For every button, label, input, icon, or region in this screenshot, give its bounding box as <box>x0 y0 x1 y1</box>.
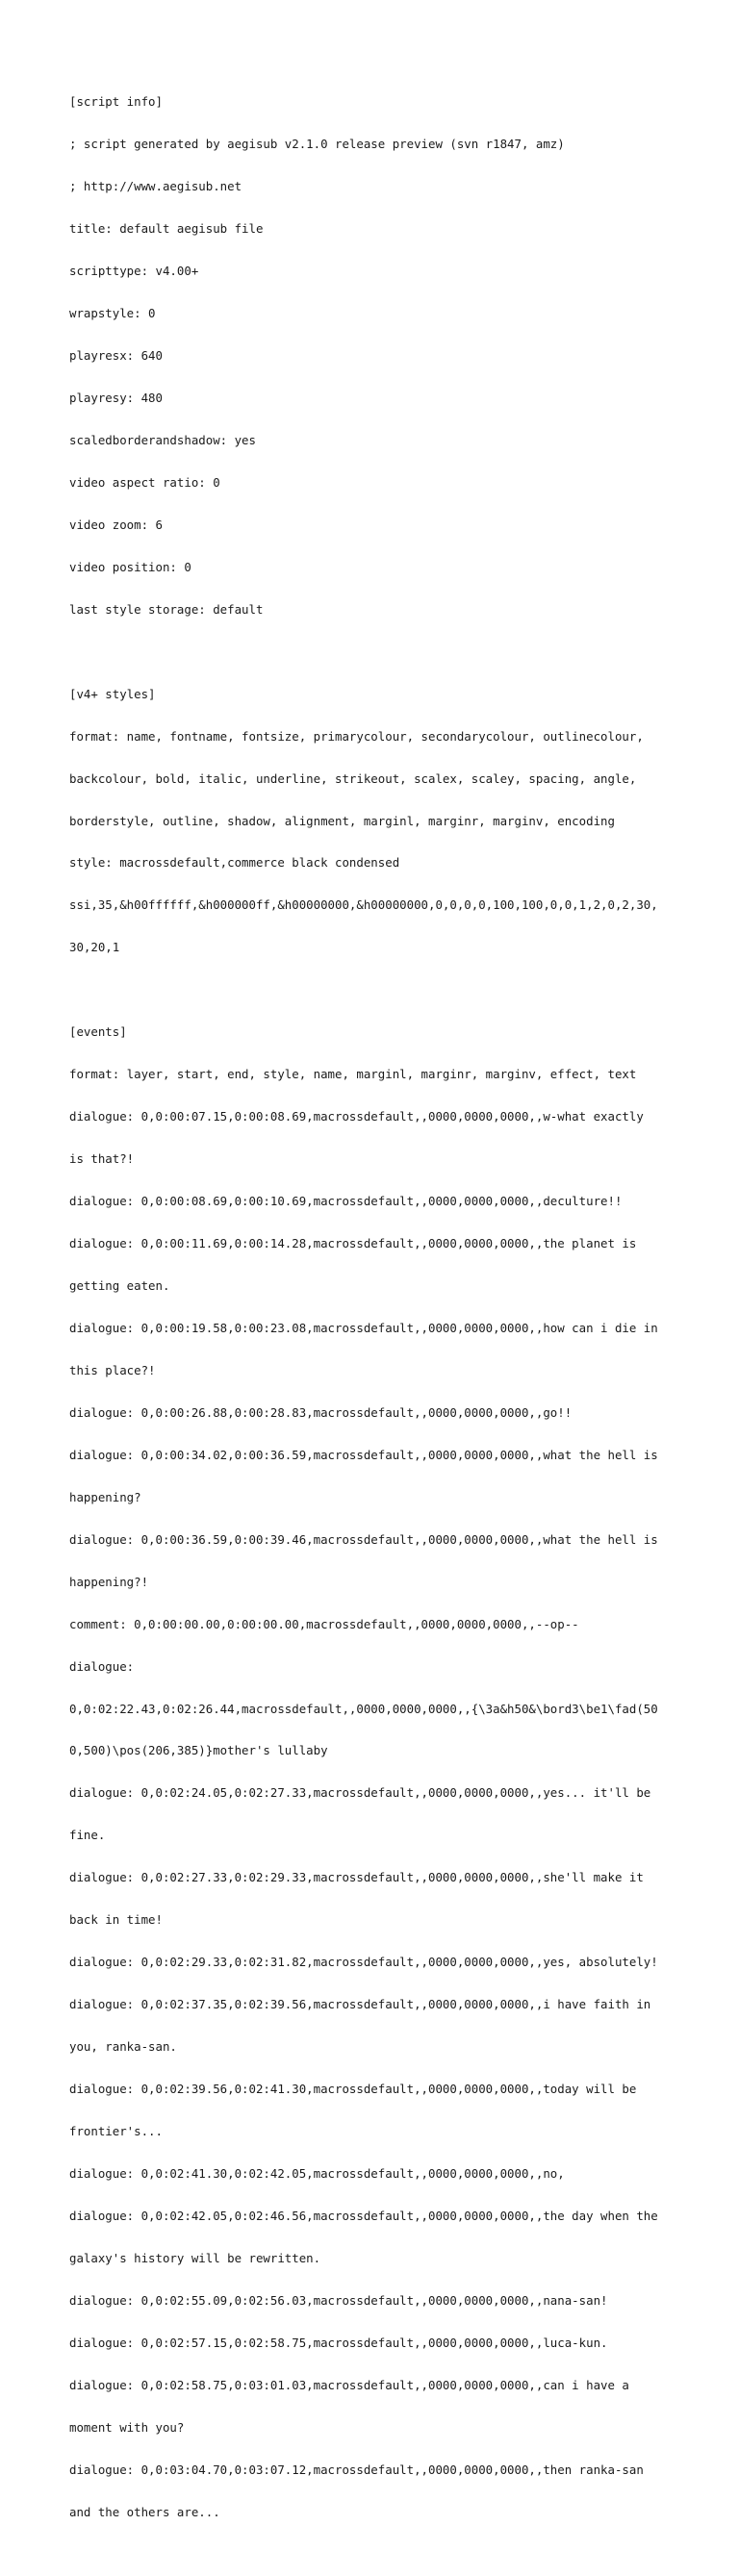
doc-line: ; script generated by aegisub v2.1.0 release preview (svn r1847, amz) <box>69 137 565 152</box>
doc-line: galaxy's history will be rewritten. <box>69 2250 321 2265</box>
doc-line: format: layer, start, end, style, name, marginl, marginr, marginv, effect, text <box>69 1067 637 1082</box>
doc-line: playresy: 480 <box>69 390 163 405</box>
doc-line: and the others are... <box>69 2504 220 2519</box>
doc-line: [script info] <box>69 94 163 110</box>
doc-line: borderstyle, outline, shadow, alignment, marginl, marginr, marginv, encoding <box>69 813 615 828</box>
doc-line: wrapstyle: 0 <box>69 306 156 321</box>
doc-line: back in time! <box>69 1912 163 1928</box>
doc-line: playresx: 640 <box>69 348 163 364</box>
doc-line: video zoom: 6 <box>69 517 163 532</box>
doc-line: dialogue: 0,0:02:55.09,0:02:56.03,macrossdefault,,0000,0000,0000,,nana-san! <box>69 2292 608 2308</box>
script-document <box>69 67 674 2576</box>
doc-line: dialogue: 0,0:00:11.69,0:00:14.28,macrossdefault,,0000,0000,0000,,the planet is <box>69 1236 637 1251</box>
doc-line: 0,500)\pos(206,385)}mother's lullaby <box>69 1743 328 1758</box>
doc-line: getting eaten. <box>69 1278 170 1293</box>
doc-line: title: default aegisub file <box>69 221 264 237</box>
doc-line: dialogue: 0,0:00:07.15,0:00:08.69,macrossdefault,,0000,0000,0000,,w-what exactly <box>69 1109 644 1124</box>
doc-line: scaledborderandshadow: yes <box>69 432 256 447</box>
doc-line: dialogue: 0,0:02:29.33,0:02:31.82,macrossdefault,,0000,0000,0000,,yes, absolutely! <box>69 1955 658 1970</box>
doc-line: this place?! <box>69 1362 156 1377</box>
doc-line: 30,20,1 <box>69 940 120 955</box>
doc-line: dialogue: 0,0:02:24.05,0:02:27.33,macrossdefault,,0000,0000,0000,,yes... it'll be <box>69 1785 651 1801</box>
doc-line: ssi,35,&h00ffffff,&h000000ff,&h00000000,&h00000000,0,0,0,0,100,100,0,0,1,2,0,2,30, <box>69 897 658 913</box>
doc-line: dialogue: 0,0:02:42.05,0:02:46.56,macrossdefault,,0000,0000,0000,,the day when the <box>69 2208 658 2223</box>
doc-line: ; http://www.aegisub.net <box>69 179 242 194</box>
blank-line <box>69 983 674 998</box>
doc-line: last style storage: default <box>69 601 264 617</box>
doc-line: frontier's... <box>69 2124 163 2139</box>
doc-line: happening? <box>69 1489 141 1504</box>
doc-line: dialogue: 0,0:02:39.56,0:02:41.30,macrossdefault,,0000,0000,0000,,today will be <box>69 2082 637 2097</box>
doc-line: dialogue: 0,0:00:36.59,0:00:39.46,macrossdefault,,0000,0000,0000,,what the hell is <box>69 1531 658 1547</box>
doc-line: moment with you? <box>69 2419 185 2435</box>
blank-line <box>69 645 674 660</box>
doc-line: 0,0:02:22.43,0:02:26.44,macrossdefault,,0000,0000,0000,,{\3a&h50&\bord3\be1\fad(50 <box>69 1701 658 1716</box>
doc-line: scripttype: v4.00+ <box>69 264 199 279</box>
doc-line: dialogue: 0,0:00:34.02,0:00:36.59,macrossdefault,,0000,0000,0000,,what the hell is <box>69 1447 658 1462</box>
doc-line: dialogue: 0,0:02:37.35,0:02:39.56,macrossdefault,,0000,0000,0000,,i have faith in <box>69 1997 651 2012</box>
doc-line: style: macrossdefault,commerce black condensed <box>69 855 400 871</box>
doc-line: fine. <box>69 1828 106 1843</box>
doc-line: [events] <box>69 1024 127 1040</box>
doc-line: dialogue: 0,0:00:26.88,0:00:28.83,macrossdefault,,0000,0000,0000,,go!! <box>69 1404 573 1420</box>
doc-line: dialogue: 0,0:02:57.15,0:02:58.75,macrossdefault,,0000,0000,0000,,luca-kun. <box>69 2335 608 2350</box>
doc-line: video aspect ratio: 0 <box>69 474 220 490</box>
doc-line: dialogue: 0,0:00:19.58,0:00:23.08,macrossdefault,,0000,0000,0000,,how can i die in <box>69 1320 658 1335</box>
doc-line: dialogue: 0,0:02:41.30,0:02:42.05,macrossdefault,,0000,0000,0000,,no, <box>69 2166 565 2182</box>
doc-line: dialogue: <box>69 1658 135 1674</box>
doc-line: happening?! <box>69 1574 149 1589</box>
doc-line: you, ranka-san. <box>69 2039 177 2055</box>
doc-line: dialogue: 0,0:02:27.33,0:02:29.33,macrossdefault,,0000,0000,0000,,she'll make it <box>69 1870 644 1885</box>
doc-line: backcolour, bold, italic, underline, strikeout, scalex, scaley, spacing, angle, <box>69 770 637 786</box>
doc-line: [v4+ styles] <box>69 686 156 701</box>
doc-line: dialogue: 0,0:00:08.69,0:00:10.69,macrossdefault,,0000,0000,0000,,deculture!! <box>69 1194 623 1209</box>
doc-line: video position: 0 <box>69 559 191 574</box>
doc-line: dialogue: 0,0:02:58.75,0:03:01.03,macrossdefault,,0000,0000,0000,,can i have a <box>69 2377 629 2392</box>
doc-line: format: name, fontname, fontsize, primarycolour, secondarycolour, outlinecolour, <box>69 728 644 744</box>
doc-line: comment: 0,0:00:00.00,0:00:00.00,macrossdefault,,0000,0000,0000,,--op-- <box>69 1616 579 1631</box>
doc-line: dialogue: 0,0:03:04.70,0:03:07.12,macrossdefault,,0000,0000,0000,,then ranka-san <box>69 2462 644 2477</box>
doc-line <box>69 2548 674 2563</box>
doc-line: is that?! <box>69 1151 135 1167</box>
